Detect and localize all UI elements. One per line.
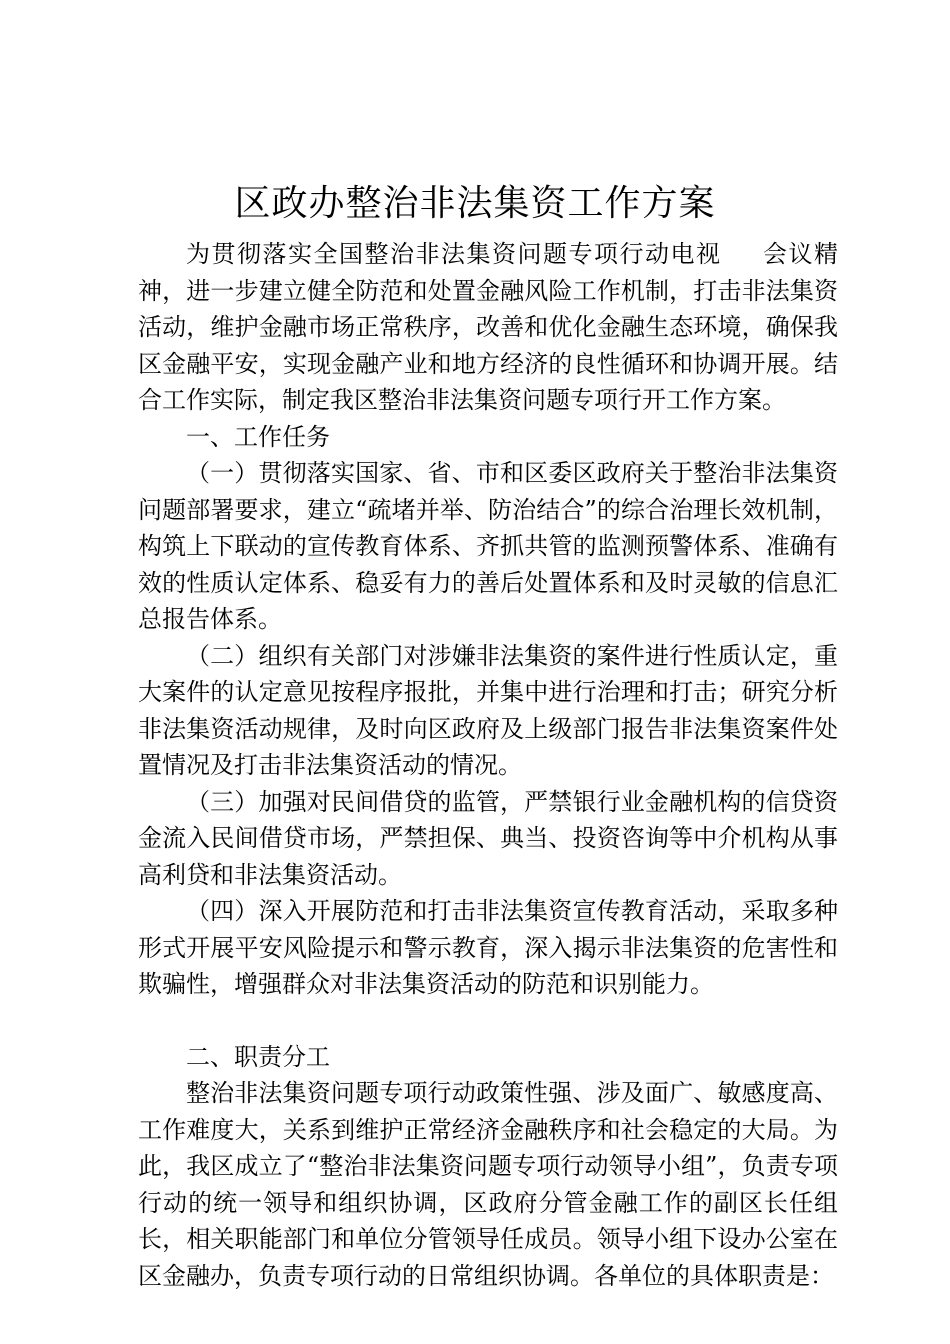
- document-body: [138, 236, 838, 1294]
- paragraph-gap: [138, 1003, 838, 1039]
- section-heading-duties: 二、职责分工: [186, 1042, 330, 1071]
- duty-paragraph: 整治非法集资问题专项行动政策性强、涉及面广、敏感度高、工作难度大，关系到维护正常经济金融秩序和社会稳定的大局。为此，我区成立了“整治非法集资问题专项行动领导小组”，负责专项行动的统一领导和组织协调，区政府分管金融工作的副区长任组长，相关职能部门和单位分管领导任成员。领导小组下设办公室在区金融办，负责专项行动的日常组织协调。各单位的具体职责是：: [138, 1079, 838, 1290]
- document-title: 区政办整治非法集资工作方案: [234, 183, 716, 224]
- task-paragraph-3: （三）加强对民间借贷的监管，严禁银行业金融机构的信贷资金流入民间借贷市场，严禁担保、典当、投资咨询等中介机构从事高利贷和非法集资活动。: [138, 787, 838, 889]
- intro-text-part1: 为贯彻落实全国整治非法集资问题专项行动电视: [186, 240, 722, 268]
- intro-paragraph: [138, 236, 838, 419]
- intro-text-part2: 会议精神，进一步建立健全防范和处置金融风险工作机制，打击非法集资活动，维护金融市场正常秩序，改善和优化金融生态环境，确保我区金融平安，实现金融产业和地方经济的良性循环和协调开展。结合工作实际，制定我区整治非法集资问题专项行开工作方案。: [138, 240, 838, 414]
- task-paragraph-1: （一）贯彻落实国家、省、市和区委区政府关于整治非法集资问题部署要求，建立“疏堵并举、防治结合”的综合治理长效机制，构筑上下联动的宣传教育体系、齐抓共管的监测预警体系、准确有效的性质认定体系、稳妥有力的善后处置体系和及时灵敏的信息汇总报告体系。: [138, 459, 838, 633]
- task-paragraph-2: （二）组织有关部门对涉嫌非法集资的案件进行性质认定，重大案件的认定意见按程序报批，并集中进行治理和打击；研究分析非法集资活动规律，及时向区政府及上级部门报告非法集资案件处置情况及打击非法集资活动的情况。: [138, 641, 838, 779]
- section-heading-tasks: 一、工作任务: [186, 422, 330, 451]
- task-paragraph-4: （四）深入开展防范和打击非法集资宣传教育活动，采取多种形式开展平安风险提示和警示教育，深入揭示非法集资的危害性和欺骗性，增强群众对非法集资活动的防范和识别能力。: [138, 897, 838, 998]
